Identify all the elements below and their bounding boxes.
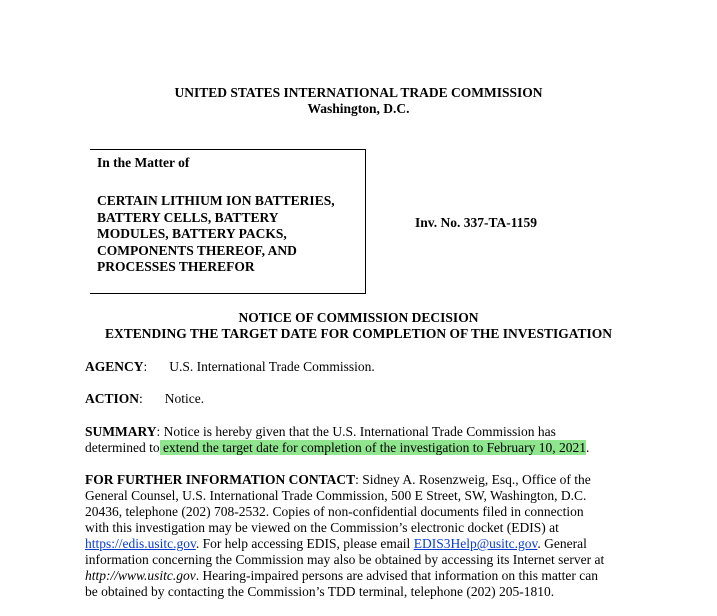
contact-line-6: information concerning the Commission may also be obtained by accessing its Internet server at [85,552,605,567]
contact-line-8: be obtained by contacting the Commission’s TDD terminal, telephone (202) 205-1810. [85,584,555,599]
agency-line [85,359,375,375]
notice-heading: NOTICE OF COMMISSION DECISION [238,310,479,325]
action-line [85,391,204,407]
summary-text: . [586,440,590,455]
contact-text: . Hearing-impaired persons are advised that information on this matter can [195,568,598,583]
action-value: Notice. [164,391,205,406]
contact-line-7 [85,568,598,584]
agency-value: U.S. International Trade Commission. [169,359,375,374]
contact-line-2: General Counsel, U.S. International Trade Commission, 500 E Street, SW, Washington, D.C. [85,488,587,503]
contact-line-5 [85,536,587,552]
investigation-number: Inv. No. 337-TA-1159 [415,215,538,230]
case-title-line: BATTERY CELLS, BATTERY [97,209,279,225]
action-sep: : [139,391,143,406]
contact-line-4: with this investigation may be viewed on the Commission’s electronic docket (EDIS) at [85,520,559,535]
contact-text: . For help accessing EDIS, please email [195,536,414,551]
case-title-line: CERTAIN LITHIUM ION BATTERIES, [97,193,335,208]
in-the-matter-label: In the Matter of [97,155,190,170]
summary-label: SUMMARY [85,424,157,439]
contact-line-3: 20436, telephone (202) 708-2532. Copies of non-confidential documents filed in connection [85,504,584,519]
summary-text: determined to [85,440,160,455]
summary-line-2 [85,440,589,456]
contact-text: : Sidney A. Rosenzweig, Esq., Office of the [355,472,591,487]
contact-line-1 [85,472,591,488]
highlighted-text: extend the target date for completion of the investigation to February 10, 2021 [159,440,586,455]
case-title [97,193,362,276]
case-title-line: PROCESSES THEREFOR [97,259,255,274]
commission-title: UNITED STATES INTERNATIONAL TRADE COMMISSION [174,85,543,100]
commission-location: Washington, D.C. [307,101,410,116]
case-title-line: MODULES, BATTERY PACKS, [97,226,287,241]
email-link[interactable]: EDIS3Help@usitc.gov [413,536,538,551]
summary-text: : Notice is hereby given that the U.S. International Trade Commission has [156,424,556,439]
action-label: ACTION [85,391,140,406]
edis-link[interactable]: https://edis.usitc.gov [85,536,196,551]
summary-line-1 [85,424,556,440]
website-text: http://www.usitc.gov [85,568,196,583]
agency-sep: : [143,359,148,374]
contact-label: FOR FURTHER INFORMATION CONTACT [85,472,356,487]
notice-subheading: EXTENDING THE TARGET DATE FOR COMPLETION OF THE INVESTIGATION [104,326,613,341]
case-title-line: COMPONENTS THEREOF, AND [97,242,297,258]
agency-label: AGENCY [85,359,144,374]
contact-text: . General [537,536,587,551]
